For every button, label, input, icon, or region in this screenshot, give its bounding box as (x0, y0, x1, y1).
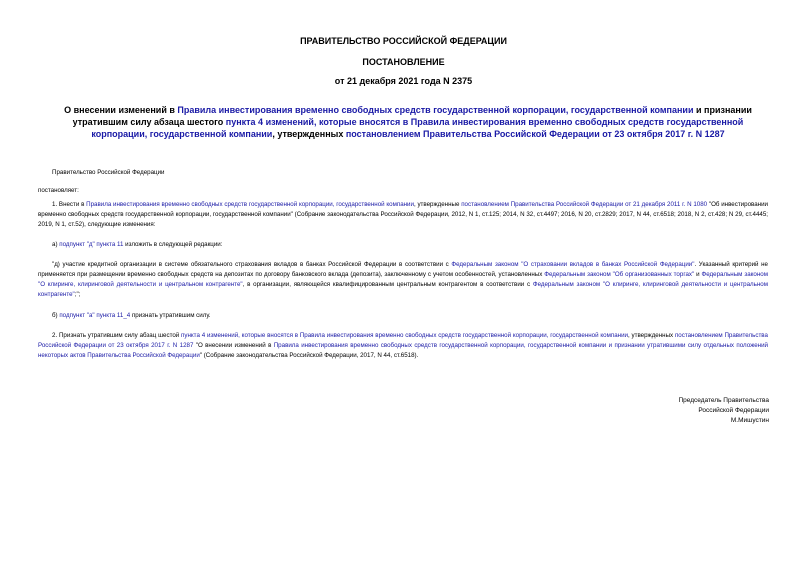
document-type-heading: ПОСТАНОВЛЕНИЕ (362, 57, 445, 67)
pb-text-2: признать утратившим силу. (130, 312, 211, 319)
p2-link-resolution-1287[interactable]: постановлением Правительства Российской Федерации от 23 октября 2017 г. N 1287 (38, 332, 768, 349)
title-link-item-4[interactable]: пункта 4 изменений, которые вносятся в Правила инвестирования временно свободных средств государственной корпорации, государственной компании (91, 117, 744, 139)
title-text-1: О внесении изменений в (64, 105, 178, 115)
resolves-line: постановляет: (38, 187, 79, 194)
paragraph-2 (38, 331, 768, 361)
quote-text-5: ;"; (74, 291, 81, 298)
quote-link-organized-trading-law[interactable]: Федеральным законом "Об организованных торгах" (544, 271, 695, 278)
quote-link-clearing-law-2[interactable]: Федеральным законом "О клиринге, клиринговой деятельности и центральном контрагенте" (38, 281, 768, 298)
title-text-3: , утвержденных (272, 129, 346, 139)
quote-text-4: , в организации, являющейся квалифицированным центральным контрагентом в соответствии с (242, 281, 533, 288)
paragraph-a (38, 240, 768, 250)
quote-text-1: "д) участие кредитной организации в системе обязательного страхования вкладов в банках Российской Федерации в соответствии с (52, 261, 452, 268)
p1-text-1: 1. Внести в (52, 201, 87, 208)
p1-text-2: , утвержденные (413, 201, 462, 208)
title-link-rules[interactable]: Правила инвестирования временно свободных средств государственной корпорации, государственной компании (177, 105, 694, 115)
p2-text-1: 2. Признать утратившим силу абзац шестой (52, 332, 182, 339)
pb-link-subitem-a[interactable]: подпункт "а" пункта 11_4 (59, 312, 131, 319)
paragraph-1 (38, 200, 768, 230)
p1-link-rules[interactable]: Правила инвестирования временно свободных средств государственной корпорации, государственной компании (86, 201, 414, 208)
signature-position: Председатель Правительства (678, 397, 769, 404)
quote-link-deposit-insurance-law[interactable]: Федеральным законом "О страховании вкладов в банках Российской Федерации" (451, 261, 695, 268)
signature-name: М.Мишустин (730, 417, 769, 424)
pa-text-2: изложить в следующей редакции: (123, 241, 223, 248)
p1-text-3: "Об инвестировании временно свободных средств государственной корпорации, государственной компании" (Собрание законодательства Российской Федерации, 2012, N 1, ст.125; 2014, N 32, ст.4497; 2016, N 20, ст.2829; 2017, N 44, ст.6518; 2018, N 2, ст.428; N 29, ст.4445; 2019, N 1, ст.52), следующие изменения: (38, 201, 769, 228)
document-title (52, 104, 764, 140)
p2-text-4: " (Собрание законодательства Российской Федерации, 2017, N 44, ст.6518). (199, 352, 419, 359)
paragraph-b (38, 311, 768, 321)
quote-text-2: . Указанный критерий не применяется при размещении временно свободных средств на депозитах по договору банковского вклада (депозита), заключенному с учетом особенностей, установленных (38, 261, 768, 278)
pa-text-1: а) (52, 241, 60, 248)
government-line: Правительство Российской Федерации (52, 169, 165, 176)
government-heading: ПРАВИТЕЛЬСТВО РОССИЙСКОЙ ФЕДЕРАЦИИ (300, 36, 507, 46)
quote-text-3: и (694, 271, 702, 278)
pb-text-1: б) (52, 312, 60, 319)
paragraph-quote-d (38, 260, 768, 300)
signature-block (678, 396, 769, 426)
title-text-2: и признании утратившим силу абзаца шестого (72, 105, 752, 127)
p1-link-resolution-1080[interactable]: постановлением Правительства Российской Федерации от 21 декабря 2011 г. N 1080 (461, 201, 708, 208)
pa-link-subitem-d[interactable]: подпункт "д" пункта 11 (59, 241, 124, 248)
p2-text-3: "О внесении изменений в (193, 342, 274, 349)
title-link-resolution-1287[interactable]: постановлением Правительства Российской Федерации от 23 октября 2017 г. N 1287 (345, 129, 725, 139)
p2-link-item-4[interactable]: пункта 4 изменений, которые вносятся в Правила инвестирования временно свободных средств государственной корпорации, государственной компании (181, 332, 628, 339)
p2-link-amendments[interactable]: Правила инвестирования временно свободных средств государственной корпорации, государственной компании и признании утратившими силу отдельных положений некоторых актов Правительства Российской Федерации (38, 342, 769, 359)
p2-text-2: , утвержденных (627, 332, 675, 339)
quote-link-clearing-law-1[interactable]: Федеральным законом "О клиринге, клиринговой деятельности и центральном контрагенте" (38, 271, 768, 288)
date-number-heading: от 21 декабря 2021 года N 2375 (334, 76, 473, 86)
signature-country: Российской Федерации (698, 407, 769, 414)
